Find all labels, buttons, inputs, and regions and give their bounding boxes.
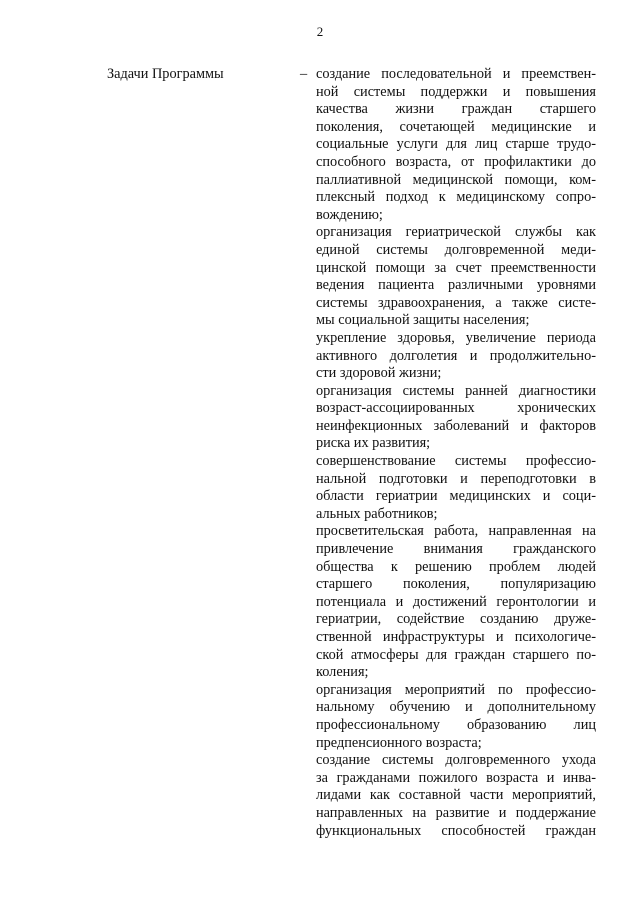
task-item — [316, 383, 596, 453]
text-line: мы социальной защиты населения; — [316, 312, 530, 329]
text-line: привлечение внимания гражданского — [316, 541, 596, 558]
text-line: организация системы ранней диагностики — [316, 382, 596, 399]
task-item — [316, 330, 596, 383]
text-line: организация гериатрической службы как — [316, 224, 596, 241]
text-line: активного долголетия и продолжительно- — [316, 347, 596, 364]
task-item — [316, 66, 596, 224]
page-number: 2 — [316, 24, 324, 39]
text-line: возраст-ассоциированных хронических — [316, 400, 596, 417]
text-line: общества к решению проблем людей — [316, 558, 596, 575]
text-line: за гражданами пожилого возраста и инва- — [316, 769, 596, 786]
text-line: вождению; — [316, 206, 383, 223]
text-line: лидами как составной части мероприятий, — [316, 787, 596, 804]
list-dash: – — [300, 66, 308, 82]
text-line: укрепление здоровья, увеличение периода — [316, 329, 596, 346]
text-line: риска их развития; — [316, 435, 431, 452]
text-line: альных работников; — [316, 505, 438, 522]
text-line: предпенсионного возраста; — [316, 734, 482, 751]
text-line: плексный подход к медицинскому сопро- — [316, 189, 596, 206]
task-item — [316, 523, 596, 681]
text-line: просветительская работа, направленная на — [316, 523, 596, 540]
text-line: старшего поколения, популяризацию — [316, 576, 596, 593]
text-line: единой системы долговременной меди- — [316, 241, 596, 258]
text-line: коления; — [316, 664, 369, 681]
text-line: системы здравоохранения, а также систе- — [316, 294, 596, 311]
text-line: ведения пациента различными уровнями — [316, 277, 596, 294]
text-line: области гериатрии медицинских и соци- — [316, 488, 596, 505]
text-line: профессиональному образованию лиц — [316, 716, 596, 733]
text-line: нальному обучению и дополнительному — [316, 699, 596, 716]
text-line: ственной инфраструктуры и психологиче- — [316, 629, 596, 645]
text-line: направленных на развитие и поддержание — [316, 804, 596, 821]
text-line: социальные услуги для лиц старше трудо- — [316, 136, 596, 153]
text-line: совершенствование системы профессио- — [316, 453, 596, 470]
task-item — [316, 224, 596, 330]
text-line: создание системы долговременного ухода — [316, 752, 596, 769]
text-line: потенциала и достижений геронтологии и — [316, 593, 596, 610]
text-line: создание последовательной и преемствен- — [316, 66, 596, 82]
text-line: функциональных способностей граждан — [316, 822, 596, 839]
task-item — [316, 682, 596, 752]
text-line: цинской помощи за счет преемственности — [316, 259, 596, 276]
task-item — [316, 453, 596, 523]
tasks-list — [316, 66, 596, 840]
text-line: нальной подготовки и переподготовки в — [316, 470, 596, 487]
text-line: организация мероприятий по профессио- — [316, 681, 596, 698]
text-line: качества жизни граждан старшего — [316, 101, 596, 118]
text-line: ской атмосферы для граждан старшего по- — [316, 646, 596, 663]
text-line: сти здоровой жизни; — [316, 365, 442, 382]
section-label: Задачи Программы — [107, 66, 224, 82]
text-line: ной системы поддержки и повышения — [316, 83, 596, 100]
text-line: неинфекционных заболеваний и факторов — [316, 417, 596, 434]
text-line: паллиативной медицинской помощи, ком- — [316, 171, 596, 188]
text-line: способного возраста, от профилактики до — [316, 153, 596, 170]
text-line: гериатрии, содействие созданию друже- — [316, 611, 596, 628]
text-line: поколения, сочетающей медицинские и — [316, 118, 596, 135]
task-item — [316, 752, 596, 840]
